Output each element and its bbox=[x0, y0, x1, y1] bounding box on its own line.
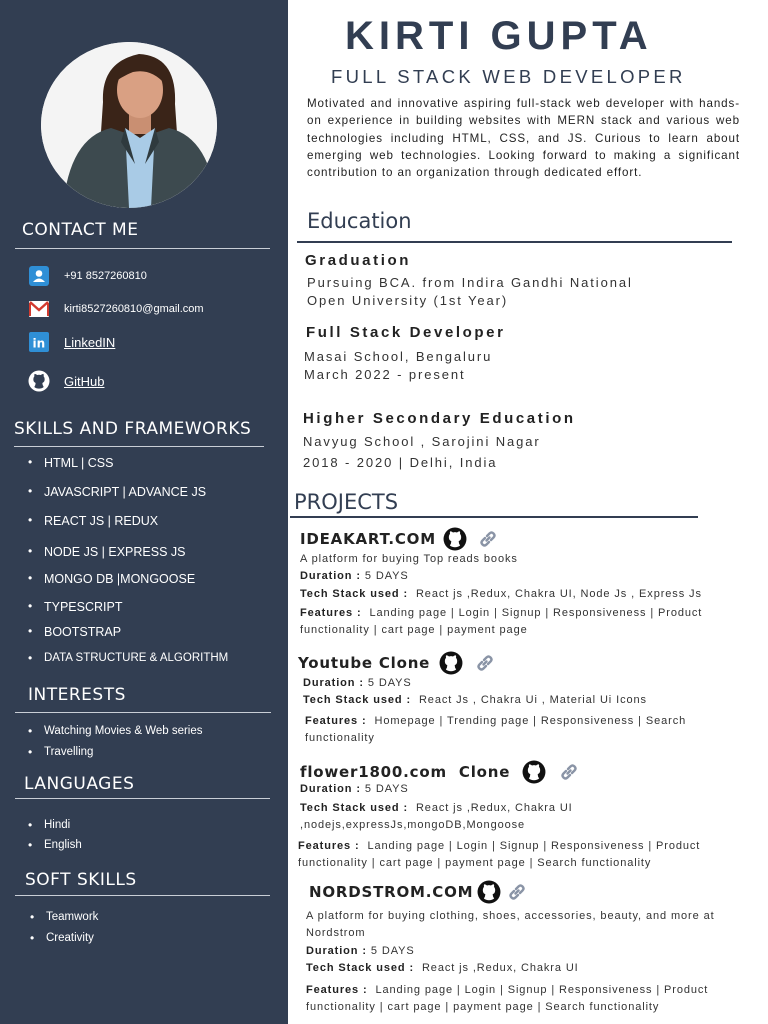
contact-email[interactable]: kirti8527260810@gmail.com bbox=[28, 297, 204, 321]
education-line: Pursuing BCA. from Indira Gandhi National bbox=[307, 275, 633, 290]
education-title: Graduation bbox=[305, 252, 412, 269]
soft-skills-heading: SOFT SKILLS bbox=[25, 870, 137, 890]
person-icon bbox=[28, 265, 50, 287]
education-line: March 2022 - present bbox=[304, 367, 466, 382]
project-tech: Tech Stack used : React js ,Redux, Chakra UI bbox=[306, 962, 579, 974]
project-duration: Duration : 5 DAYS bbox=[306, 945, 415, 957]
candidate-name: KIRTI GUPTA bbox=[345, 14, 653, 58]
education-line: Navyug School , Sarojini Nagar bbox=[303, 434, 541, 449]
github-icon[interactable] bbox=[443, 527, 467, 551]
project-features: Features : Landing page | Login | Signup | Responsiveness | Product functionality | cart page | payment page | Search functionality bbox=[298, 840, 701, 869]
soft-skills-divider bbox=[15, 895, 270, 896]
project-title: Youtube Clone bbox=[298, 654, 431, 672]
soft-skill-item: • Creativity bbox=[30, 932, 94, 944]
project-description: A platform for buying Top reads books bbox=[300, 553, 518, 565]
education-line: 2018 - 2020 | Delhi, India bbox=[303, 455, 498, 470]
project-description: A platform for buying clothing, shoes, accessories, beauty, and more at Nordstrom bbox=[306, 910, 715, 939]
education-line: Open University (1st Year) bbox=[307, 293, 509, 308]
project-header bbox=[298, 651, 496, 675]
education-divider bbox=[297, 241, 732, 243]
link-icon[interactable] bbox=[506, 881, 528, 903]
projects-divider bbox=[290, 516, 698, 518]
linkedin-link[interactable]: in LinkedIN bbox=[28, 330, 115, 354]
interest-item: • Travelling bbox=[28, 746, 93, 758]
skill-item: • BOOTSTRAP bbox=[28, 625, 121, 639]
github-icon[interactable] bbox=[477, 880, 501, 904]
projects-heading: PROJECTS bbox=[294, 490, 399, 514]
education-title: Higher Secondary Education bbox=[303, 410, 576, 427]
interests-heading: INTERESTS bbox=[28, 685, 126, 705]
interest-item: • Watching Movies & Web series bbox=[28, 725, 203, 737]
skills-heading: SKILLS AND FRAMEWORKS bbox=[14, 419, 252, 439]
project-header bbox=[300, 527, 499, 551]
project-header bbox=[300, 760, 580, 784]
soft-skill-item: • Teamwork bbox=[30, 911, 98, 923]
contact-divider bbox=[15, 248, 270, 249]
project-title: IDEAKART.COM bbox=[300, 530, 436, 548]
project-features: Features : Landing page | Login | Signup | Responsiveness | Product functionality | cart page | payment page bbox=[300, 607, 703, 636]
mail-icon bbox=[28, 298, 50, 320]
skill-item: • DATA STRUCTURE & ALGORITHM bbox=[28, 652, 228, 664]
language-item: • Hindi bbox=[28, 819, 70, 831]
svg-text:in: in bbox=[32, 336, 46, 351]
github-link[interactable]: GitHub bbox=[28, 369, 104, 393]
skill-item: • REACT JS | REDUX bbox=[28, 514, 158, 528]
github-icon[interactable] bbox=[522, 760, 546, 784]
project-tech: Tech Stack used : React js ,Redux, Chakra UI ,nodejs,expressJs,mongoDB,Mongoose bbox=[300, 802, 573, 831]
project-header bbox=[309, 880, 528, 904]
project-duration: Duration : 5 DAYS bbox=[300, 570, 409, 582]
profile-summary: Motivated and innovative aspiring full-stack web developer with hands-on experience in building websites with MERN stack and various web technologies including HTML, CSS, and JS. Curious to learn about emerging web technologies. Looking forward to making a significant contribution to an organization through dedicated effort. bbox=[307, 97, 740, 180]
skill-item: • MONGO DB |MONGOOSE bbox=[28, 572, 195, 586]
linkedin-icon bbox=[28, 331, 50, 353]
link-icon[interactable] bbox=[474, 652, 496, 674]
interests-divider bbox=[15, 712, 271, 713]
languages-heading: LANGUAGES bbox=[24, 774, 135, 794]
sidebar bbox=[0, 0, 288, 1024]
link-icon[interactable] bbox=[558, 761, 580, 783]
project-title: NORDSTROM.COM bbox=[309, 883, 474, 901]
skill-item: • JAVASCRIPT | ADVANCE JS bbox=[28, 485, 206, 499]
skills-divider bbox=[14, 446, 264, 447]
project-features: Features : Homepage | Trending page | Responsiveness | Search functionality bbox=[305, 715, 687, 744]
profile-photo bbox=[41, 42, 217, 208]
project-tech: Tech Stack used : React Js , Chakra Ui , Material Ui Icons bbox=[303, 694, 647, 706]
education-line: Masai School, Bengaluru bbox=[304, 349, 493, 364]
github-icon[interactable] bbox=[439, 651, 463, 675]
project-tech: Tech Stack used : React js ,Redux, Chakra UI, Node Js , Express Js bbox=[300, 588, 702, 600]
link-icon[interactable] bbox=[477, 528, 499, 550]
project-duration: Duration : 5 DAYS bbox=[300, 783, 409, 795]
project-title: flower1800.com Clone bbox=[300, 763, 511, 781]
skill-item: • TYPESCRIPT bbox=[28, 600, 123, 614]
project-features: Features : Landing page | Login | Signup | Responsiveness | Product functionality | cart page | payment page | Search functionality bbox=[306, 984, 709, 1013]
contact-phone: +91 8527260810 bbox=[28, 264, 147, 288]
languages-divider bbox=[15, 798, 270, 799]
education-heading: Education bbox=[307, 209, 412, 233]
skill-item: • HTML | CSS bbox=[28, 456, 113, 470]
skill-item: • NODE JS | EXPRESS JS bbox=[28, 545, 185, 559]
project-duration: Duration : 5 DAYS bbox=[303, 677, 412, 689]
language-item: • English bbox=[28, 839, 82, 851]
education-title: Full Stack Developer bbox=[306, 324, 506, 341]
candidate-role: FULL STACK WEB DEVELOPER bbox=[331, 66, 686, 87]
contact-heading: CONTACT ME bbox=[22, 220, 139, 240]
main-content bbox=[288, 0, 768, 1024]
github-icon bbox=[28, 370, 50, 392]
